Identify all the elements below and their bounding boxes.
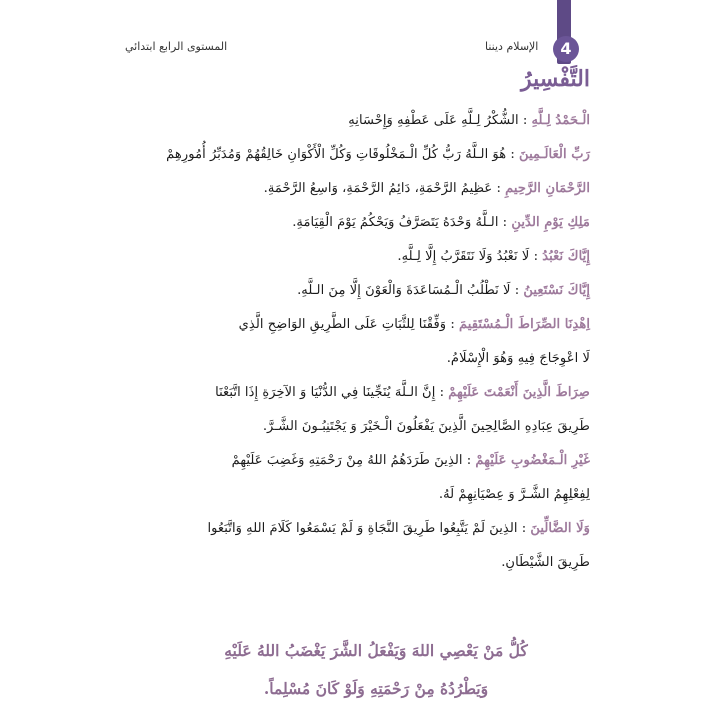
section-title: التَّفْسِيرُ [521, 66, 590, 92]
tafsir-entry [118, 308, 590, 376]
entry-line [118, 172, 590, 206]
entry-line [118, 240, 590, 274]
entry-term: إِيَّاكَ نَسْتَعِينُ [523, 283, 590, 298]
tafsir-entries [118, 104, 590, 580]
entry-line [118, 410, 590, 444]
entry-definition: لَا نَطْلُبُ الْـمُسَاعَدَةَ وَالْعَوْنَ إِلَّا مِنَ الـلَّهِ. [297, 283, 511, 298]
entry-definition: عَظِيمُ الرَّحْمَةِ، دَائِمُ الرَّحْمَةِ، وَاسِعُ الرَّحْمَةِ. [263, 181, 493, 196]
entry-separator: : [498, 215, 512, 230]
entry-line [118, 376, 590, 410]
tafsir-entry [118, 376, 590, 444]
entry-definition: لَا نَعْبُدُ وَلَا نَتَقَرَّبُ إِلَّا لِـلَّهِ. [397, 249, 530, 264]
entry-term: مَلِكِ يَوْمِ الدِّينِ [511, 215, 590, 230]
entry-definition: هُوَ الـلَّهُ رَبُّ كُلِّ الْـمَخْلُوقَاتِ وَكُلِّ الْأَكْوَانِ خَالِقُهُمْ وَمُدَبِّرُ أُمُورِهِمْ [166, 147, 507, 162]
tafsir-entry [118, 104, 590, 138]
entry-term: رَبِّ الْعَالَـمِينَ [519, 147, 590, 162]
entry-line [118, 546, 590, 580]
entry-definition: وَفِّقْنَا لِلثَّبَاتِ عَلَى الطَّرِيقِ الوَاضِحِ الَّذِي [238, 317, 447, 332]
entry-line [118, 138, 590, 172]
entry-separator: : [529, 249, 543, 264]
tafsir-entry [118, 172, 590, 206]
entry-term: الْـحَمْدُ لِـلَّهِ [531, 113, 590, 128]
entry-term: وَلَا الضَّالِّينَ [530, 521, 590, 536]
entry-separator: : [435, 385, 449, 400]
entry-term: إِيَّاكَ نَعْبُدُ [542, 249, 590, 264]
page-header [0, 0, 720, 60]
entry-line [118, 444, 590, 478]
entry-definition: طَرِيقَ الشَّيْطَانِ. [501, 555, 590, 570]
entry-term: غَيْرِ الْـمَغْضُوبِ عَلَيْهِمْ [475, 453, 590, 468]
entry-definition: الذِينَ لَمْ يَتَّبِعُوا طَرِيقَ النَّجَاةِ وَ لَمْ يَسْمَعُوا كَلَامَ اللهِ وَاتَّبَعُوا [207, 521, 518, 536]
entry-line [118, 308, 590, 342]
tafsir-content [118, 62, 590, 580]
entry-separator: : [510, 283, 524, 298]
entry-separator: : [518, 113, 532, 128]
entry-definition: طَرِيقَ عِبَادِهِ الصَّالِحِينَ الَّذِينَ يَفْعَلُونَ الْـخَيْرَ وَ يَجْتَنِبُـونَ الشَّـرَّ. [262, 419, 590, 434]
entry-term: الرَّحْمَانِ الرَّحِيمِ [505, 181, 590, 196]
entry-separator: : [446, 317, 459, 332]
entry-separator: : [462, 453, 476, 468]
entry-separator: : [506, 147, 520, 162]
entry-line [118, 274, 590, 308]
entry-definition: الذِينَ طَرَدَهُمُ اللهُ مِنْ رَحْمَتِهِ وَغَضِبَ عَلَيْهِمْ [231, 453, 463, 468]
entry-definition: الـلَّهُ وَحْدَهُ يَتَصَرَّفُ وَيَحْكُمُ يَوْمَ الْقِيَامَةِ. [292, 215, 499, 230]
entry-line [118, 206, 590, 240]
entry-definition: الشُّكْرُ لِـلَّهِ عَلَى عَطْفِهِ وَإِحْسَانِهِ [348, 113, 519, 128]
tafsir-entry [118, 444, 590, 512]
entry-separator: : [517, 521, 531, 536]
entry-term: اِهْدِنَا الصِّرَاطَ الْـمُسْتَقِيمَ [458, 317, 590, 332]
tafsir-entry [118, 206, 590, 240]
tafsir-entry [118, 512, 590, 580]
tafsir-entry [118, 240, 590, 274]
entry-line [118, 512, 590, 546]
book-title: الإسلام ديننا [485, 40, 539, 53]
entry-definition: لَا اعْوِجَاجَ فِيهِ وَهُوَ الْإِسْلَامُ. [446, 351, 590, 366]
level-title: المستوى الرابع ابتدائي [125, 40, 228, 53]
tafsir-entry [118, 274, 590, 308]
footer-verse-line: وَيَطْرُدُهُ مِنْ رَحْمَتِهِ وَلَوْ كَانَ مُسْلِماً. [263, 679, 489, 698]
page-number-badge: 4 [553, 36, 579, 62]
tafsir-entry [118, 138, 590, 172]
entry-line [118, 342, 590, 376]
entry-line [118, 104, 590, 138]
footer-verse-line: كُلُّ مَنْ يَعْصِي اللهَ وَيَفْعَلُ الشَّرَ يَغْضَبُ اللهُ عَلَيْهِ [224, 641, 528, 660]
entry-term: صِرَاطَ الَّذِينَ أَنْعَمْتَ عَلَيْهِمْ [448, 385, 590, 400]
footer-verse [160, 632, 592, 708]
entry-separator: : [492, 181, 506, 196]
entry-line [118, 478, 590, 512]
entry-definition: لِفِعْلِهِمُ الشَّـرَّ وَ عِصْيَانِهِمْ لَهُ. [438, 487, 590, 502]
entry-definition: إِنَّ الـلَّهَ يُنَجِّينَا فِي الدُّنْيَا وَ الآخِرَةِ إِذَا اتَّبَعْنَا [215, 385, 436, 400]
